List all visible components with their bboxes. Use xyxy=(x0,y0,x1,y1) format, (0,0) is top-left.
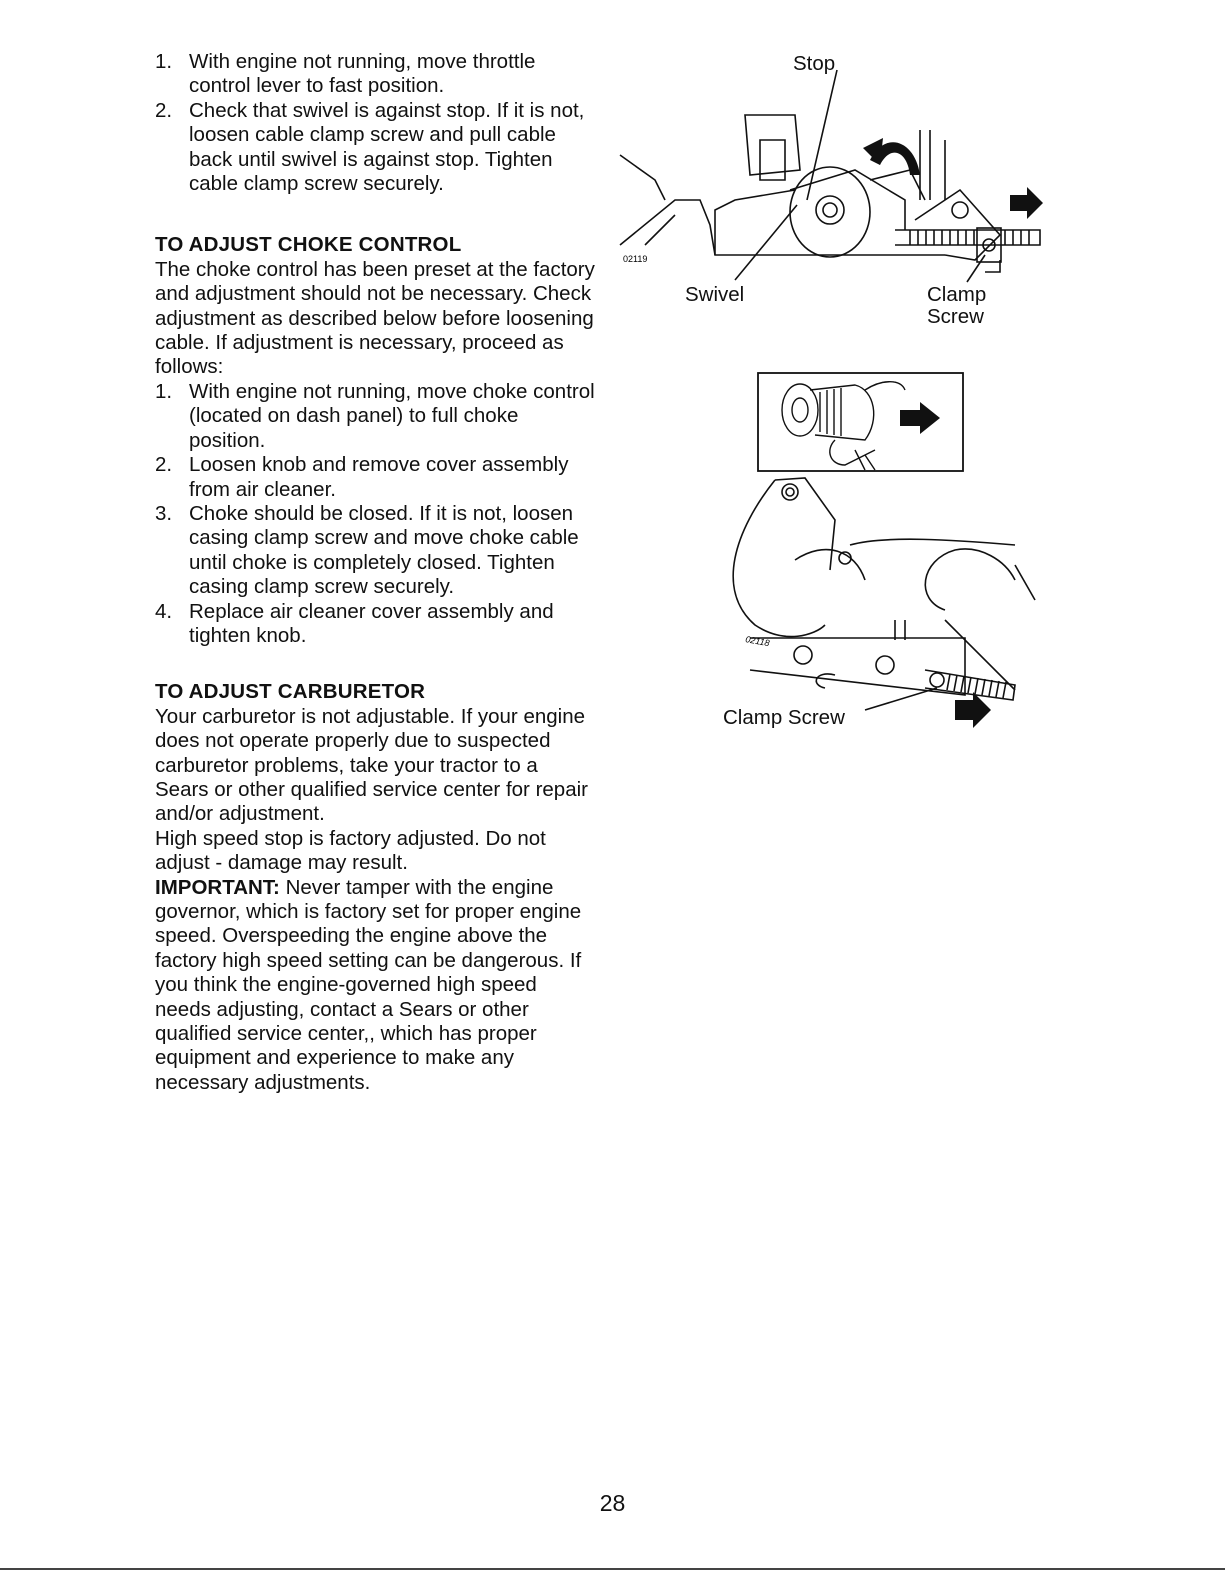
list-item: 4. Replace air cleaner cover assembly and tighten knob. xyxy=(155,599,554,647)
choke-heading: TO ADJUST CHOKE CONTROL xyxy=(155,233,462,257)
carburetor-heading: TO ADJUST CARBURETOR xyxy=(155,680,426,704)
throttle-steps xyxy=(155,50,595,196)
list-item: 1. With engine not running, move throttle control lever to fast position. xyxy=(155,50,536,98)
label-clamp-screw: Clamp Screw xyxy=(723,706,845,729)
important-label: IMPORTANT: xyxy=(155,875,280,899)
label-stop: Stop xyxy=(793,52,836,75)
choke-intro: The choke control has been preset at the factory and adjustment should not be necessary. Check adjustment as described below before loosening cable. If adjustment is necessary, proceed as follows: xyxy=(155,257,595,379)
carburetor-para-1: Your carburetor is not adjustable. If your engine does not operate properly due to suspected carburetor problems, take your tractor to a Sears or other qualified service center for repair and/or adjustment. xyxy=(155,704,588,826)
list-item: 2. Loosen knob and remove cover assembly from air cleaner. xyxy=(155,453,569,501)
label-screw: Screw xyxy=(927,305,984,328)
label-swivel: Swivel xyxy=(685,283,745,306)
list-item: 2. Check that swivel is against stop. If it is not, loosen cable clamp screw and pull cable back until swivel is against stop. Tighten cable clamp screw securely. xyxy=(155,98,585,196)
choke-diagram xyxy=(715,370,1050,745)
page-number: 28 xyxy=(599,1490,626,1516)
important-text: Never tamper with the engine governor, which is factory set for proper engine speed. Overspeeding the engine above the factory high speed setting can be dangerous. If you think the engine-governed high speed needs adjusting, contact a Sears or other qualified service center,, which has proper equipment and experience to make any necessary adjustments. xyxy=(155,875,582,1094)
choke-figure xyxy=(715,370,1050,745)
list-item: 3. Choke should be closed. If it is not, loosen casing clamp screw and move choke cable until choke is completely closed. Tighten casing clamp screw securely. xyxy=(155,501,579,599)
throttle-figure xyxy=(615,50,1055,340)
figure-code: 02118 xyxy=(744,634,771,649)
choke-steps xyxy=(155,380,595,648)
carburetor-para-2: High speed stop is factory adjusted. Do not adjust - damage may result. xyxy=(155,826,546,875)
label-clamp: Clamp xyxy=(927,283,987,306)
text-column xyxy=(155,50,595,1095)
important-note xyxy=(155,876,595,1096)
figure-code: 02119 xyxy=(623,254,648,264)
page-divider xyxy=(0,1568,1225,1570)
list-item: 1. With engine not running, move choke control (located on dash panel) to full choke position. xyxy=(155,379,595,452)
throttle-diagram xyxy=(615,50,1055,340)
